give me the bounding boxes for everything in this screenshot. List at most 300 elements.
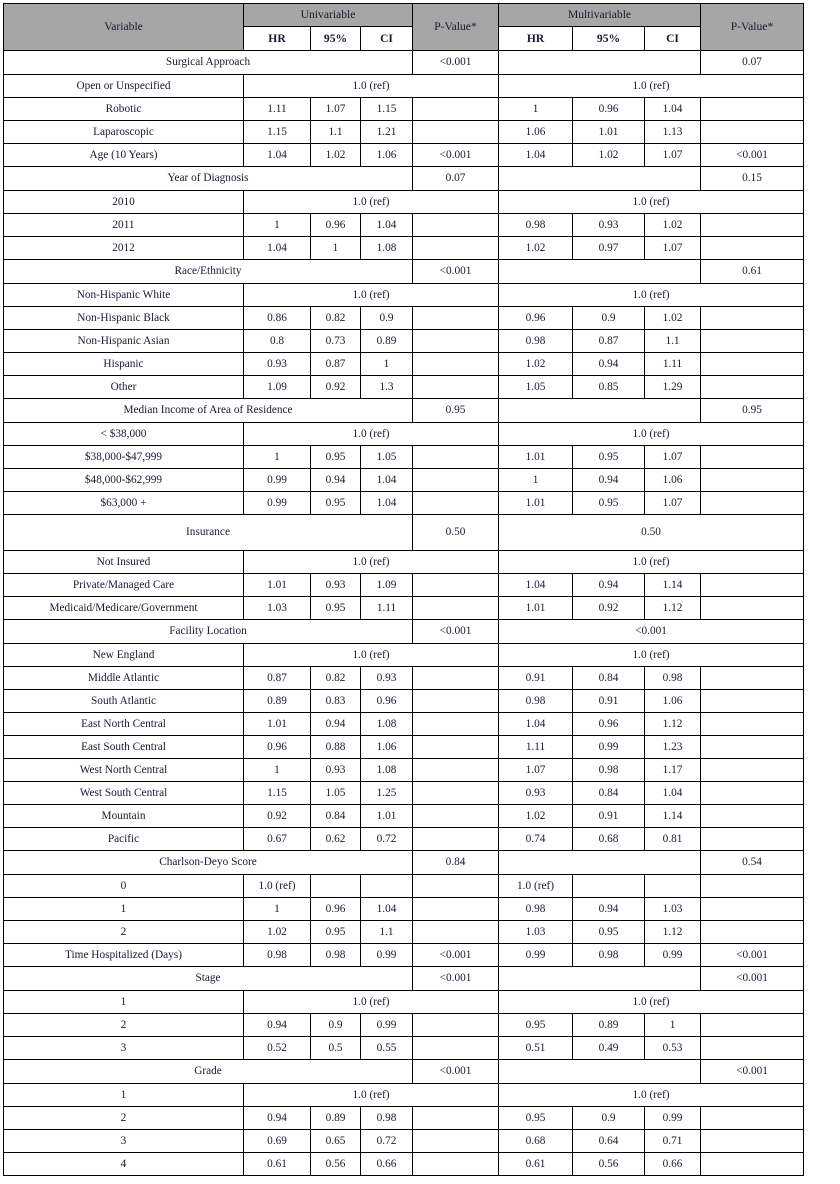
cell-univariable-reference: 1.0 (ref) — [244, 423, 499, 446]
cell-multivariable-ci-low: 0.92 — [573, 597, 645, 620]
cell-univariable-ci-low: 0.83 — [311, 690, 361, 713]
cell-multivariable-ci-low: 0.49 — [573, 1037, 645, 1060]
cell-multivariable-ci-high: 1.04 — [645, 782, 701, 805]
table-row — [4, 237, 804, 260]
cell-multivariable-ci-low-empty — [573, 875, 645, 898]
table-row — [4, 1130, 804, 1153]
cell-multivariable-reference: 1.0 (ref) — [499, 1084, 804, 1107]
cell-univariable-hr: 1.15 — [244, 121, 311, 144]
cell-univariable-ci-low: 0.96 — [311, 898, 361, 921]
cell-pvalue-univariable — [413, 307, 499, 330]
row-label-category: 1 — [4, 898, 244, 921]
table-row — [4, 423, 804, 446]
cell-multivariable-reference: 1.0 (ref) — [499, 191, 804, 214]
subheader-univariable-hr: HR — [244, 27, 311, 51]
cell-pvalue-univariable-empty — [413, 875, 499, 898]
cell-multivariable-ci-low: 0.97 — [573, 237, 645, 260]
cell-pvalue-univariable — [413, 574, 499, 597]
cell-multivariable-hr: 1.05 — [499, 376, 573, 399]
cell-multivariable-ci-high: 1.12 — [645, 921, 701, 944]
cell-multivariable-hr: 1.11 — [499, 736, 573, 759]
subheader-multivariable-hr: HR — [499, 27, 573, 51]
table-row — [4, 921, 804, 944]
cell-pvalue-univariable — [413, 713, 499, 736]
table-row — [4, 515, 804, 551]
cell-pvalue-univariable: <0.001 — [413, 144, 499, 167]
table-row — [4, 759, 804, 782]
row-label-category: 3 — [4, 1130, 244, 1153]
row-label-category: $48,000-$62,999 — [4, 469, 244, 492]
cell-univariable-ci-high: 1.01 — [361, 805, 413, 828]
table-row — [4, 75, 804, 98]
cell-pvalue-multivariable: 0.50 — [499, 515, 804, 551]
row-label-category: 2012 — [4, 237, 244, 260]
cell-pvalue-univariable: <0.001 — [413, 51, 499, 75]
cell-univariable-hr: 1.01 — [244, 713, 311, 736]
cell-univariable-reference: 1.0 (ref) — [244, 1084, 499, 1107]
cell-multivariable-hr: 0.51 — [499, 1037, 573, 1060]
cell-multivariable-ci-low: 0.96 — [573, 713, 645, 736]
cell-multivariable-ci-low: 0.91 — [573, 805, 645, 828]
cell-pvalue-univariable: <0.001 — [413, 1060, 499, 1084]
cell-multivariable-ci-low: 0.96 — [573, 98, 645, 121]
cell-univariable-ci-low: 0.9 — [311, 1014, 361, 1037]
table-row — [4, 260, 804, 284]
cell-multivariable-hr: 1.04 — [499, 713, 573, 736]
table-row — [4, 1060, 804, 1084]
row-label-category: West South Central — [4, 782, 244, 805]
cell-multivariable-hr: 0.68 — [499, 1130, 573, 1153]
cell-univariable-reference: 1.0 (ref) — [244, 991, 499, 1014]
row-label-category: < $38,000 — [4, 423, 244, 446]
cell-pvalue-multivariable: 0.95 — [701, 399, 804, 423]
row-label-category: New England — [4, 644, 244, 667]
cell-multivariable-reference: 1.0 (ref) — [499, 991, 804, 1014]
column-header-univariable: Univariable — [244, 4, 413, 27]
cell-multivariable-hr: 0.95 — [499, 1014, 573, 1037]
table-row — [4, 620, 804, 644]
cell-univariable-reference: 1.0 (ref) — [244, 284, 499, 307]
cell-multivariable-ci-high: 1.07 — [645, 492, 701, 515]
cell-multivariable-hr: 1 — [499, 98, 573, 121]
cell-multivariable-ci-low: 0.95 — [573, 446, 645, 469]
table-row — [4, 191, 804, 214]
table-row — [4, 828, 804, 851]
cell-pvalue-univariable: <0.001 — [413, 620, 499, 644]
cell-multivariable-hr: 1.02 — [499, 353, 573, 376]
cell-multivariable-hr: 0.91 — [499, 667, 573, 690]
cell-multivariable-ci-high: 1 — [645, 1014, 701, 1037]
cell-multivariable-ci-low: 0.91 — [573, 690, 645, 713]
cell-multivariable-ci-low: 0.98 — [573, 759, 645, 782]
cell-pvalue-univariable — [413, 805, 499, 828]
cell-multivariable-ci-high: 1.07 — [645, 237, 701, 260]
cell-pvalue-univariable — [413, 121, 499, 144]
cell-multivariable-ci-low: 0.68 — [573, 828, 645, 851]
cell-univariable-ci-high: 1.3 — [361, 376, 413, 399]
cell-multivariable-ci-high: 0.98 — [645, 667, 701, 690]
cell-multivariable-ci-high: 1.04 — [645, 98, 701, 121]
cell-multivariable-hr: 1.04 — [499, 144, 573, 167]
cell-multivariable-hr: 0.61 — [499, 1153, 573, 1176]
table-row — [4, 330, 804, 353]
cell-multivariable-ci-low: 1.01 — [573, 121, 645, 144]
subheader-univariable-ci-high: CI — [361, 27, 413, 51]
table-row — [4, 353, 804, 376]
row-label-category: Open or Unspecified — [4, 75, 244, 98]
table-row — [4, 121, 804, 144]
row-label-category: Non-Hispanic Black — [4, 307, 244, 330]
cell-univariable-hr: 0.89 — [244, 690, 311, 713]
cell-multivariable-hr: 0.74 — [499, 828, 573, 851]
cell-multivariable-ci-high: 1.1 — [645, 330, 701, 353]
cell-pvalue-multivariable-empty — [701, 875, 804, 898]
cell-multivariable-hr: 1.06 — [499, 121, 573, 144]
cell-multivariable-hr: 0.98 — [499, 690, 573, 713]
cell-univariable-ci-low: 0.88 — [311, 736, 361, 759]
cell-univariable-ci-low: 0.73 — [311, 330, 361, 353]
row-label-category: West North Central — [4, 759, 244, 782]
cell-univariable-ci-high-empty — [361, 875, 413, 898]
cell-multivariable-ci-high-empty — [645, 875, 701, 898]
cell-multivariable-hr: 1 — [499, 469, 573, 492]
cell-multivariable-ci-high: 1.29 — [645, 376, 701, 399]
cell-multivariable-ci-low: 0.94 — [573, 574, 645, 597]
table-row — [4, 469, 804, 492]
cell-pvalue-univariable — [413, 353, 499, 376]
cell-univariable-ci-high: 1.09 — [361, 574, 413, 597]
cell-pvalue-univariable — [413, 667, 499, 690]
cell-univariable-hr: 0.87 — [244, 667, 311, 690]
cell-univariable-hr: 0.92 — [244, 805, 311, 828]
cell-multivariable-hr: 1.04 — [499, 574, 573, 597]
cell-univariable-ci-low: 0.95 — [311, 446, 361, 469]
table-row — [4, 167, 804, 191]
cell-univariable-ci-high: 0.9 — [361, 307, 413, 330]
cell-univariable-ci-low: 0.98 — [311, 944, 361, 967]
cell-multivariable-hr: 0.98 — [499, 898, 573, 921]
cell-pvalue-univariable — [413, 469, 499, 492]
table-row — [4, 1084, 804, 1107]
cell-univariable-reference: 1.0 (ref) — [244, 75, 499, 98]
cell-pvalue-univariable — [413, 1130, 499, 1153]
cell-pvalue-multivariable: 0.54 — [701, 851, 804, 875]
cell-pvalue-multivariable — [701, 713, 804, 736]
cell-multivariable-ci-low: 0.89 — [573, 1014, 645, 1037]
row-label-category: Non-Hispanic Asian — [4, 330, 244, 353]
cell-univariable-ci-low: 0.89 — [311, 1107, 361, 1130]
row-label-category: 2 — [4, 1014, 244, 1037]
cell-univariable-ci-high: 1.21 — [361, 121, 413, 144]
cell-multivariable-hr: 0.99 — [499, 944, 573, 967]
cell-pvalue-univariable — [413, 828, 499, 851]
cell-multivariable-empty — [499, 51, 701, 75]
cell-multivariable-ci-low: 0.95 — [573, 492, 645, 515]
row-label-category: Robotic — [4, 98, 244, 121]
subheader-multivariable-ci-low: 95% — [573, 27, 645, 51]
cell-pvalue-multivariable: <0.001 — [701, 144, 804, 167]
cell-multivariable-hr: 1.01 — [499, 597, 573, 620]
cell-multivariable-reference: 1.0 (ref) — [499, 284, 804, 307]
cell-multivariable-ci-low: 0.84 — [573, 667, 645, 690]
table-row — [4, 991, 804, 1014]
cell-univariable-reference: 1.0 (ref) — [244, 191, 499, 214]
cell-multivariable-ci-low: 0.87 — [573, 330, 645, 353]
cell-multivariable-ci-low: 0.94 — [573, 353, 645, 376]
cell-univariable-ci-low: 0.93 — [311, 759, 361, 782]
cell-univariable-reference: 1.0 (ref) — [244, 644, 499, 667]
row-label-category: East South Central — [4, 736, 244, 759]
cell-univariable-hr: 0.93 — [244, 353, 311, 376]
cell-pvalue-multivariable — [701, 214, 804, 237]
cell-univariable-ci-high: 0.89 — [361, 330, 413, 353]
cell-pvalue-multivariable — [701, 782, 804, 805]
cell-univariable-hr: 1 — [244, 898, 311, 921]
row-label-category: 1 — [4, 991, 244, 1014]
cell-univariable-ci-high: 1.08 — [361, 237, 413, 260]
cell-pvalue-multivariable — [701, 805, 804, 828]
cell-univariable-hr: 1 — [244, 759, 311, 782]
cell-pvalue-univariable — [413, 597, 499, 620]
cell-multivariable-ci-high: 1.02 — [645, 307, 701, 330]
cell-univariable-ci-high: 0.55 — [361, 1037, 413, 1060]
cell-multivariable-ci-low: 0.9 — [573, 1107, 645, 1130]
cell-univariable-ci-low: 0.56 — [311, 1153, 361, 1176]
cell-pvalue-multivariable — [701, 736, 804, 759]
cell-univariable-hr: 1.04 — [244, 144, 311, 167]
cell-pvalue-multivariable — [701, 921, 804, 944]
cell-pvalue-multivariable — [701, 446, 804, 469]
cell-univariable-hr: 1.04 — [244, 237, 311, 260]
cell-multivariable-ci-high: 1.11 — [645, 353, 701, 376]
cell-univariable-hr: 0.99 — [244, 469, 311, 492]
cell-multivariable-ci-high: 1.07 — [645, 144, 701, 167]
cell-pvalue-multivariable — [701, 898, 804, 921]
cell-multivariable-reference: 1.0 (ref) — [499, 551, 804, 574]
cell-pvalue-univariable — [413, 214, 499, 237]
table-head — [4, 4, 804, 51]
cell-multivariable-hr: 0.98 — [499, 214, 573, 237]
row-label-category: 2 — [4, 921, 244, 944]
row-label-group: Stage — [4, 967, 413, 991]
cell-pvalue-multivariable — [701, 98, 804, 121]
table-row — [4, 399, 804, 423]
cell-pvalue-univariable — [413, 898, 499, 921]
cell-univariable-ci-high: 1.06 — [361, 144, 413, 167]
cell-pvalue-univariable — [413, 1014, 499, 1037]
cell-pvalue-univariable — [413, 1153, 499, 1176]
row-label-group: Charlson-Deyo Score — [4, 851, 413, 875]
cell-univariable-ci-high: 0.99 — [361, 1014, 413, 1037]
cell-pvalue-multivariable — [701, 307, 804, 330]
cell-multivariable-empty — [499, 967, 701, 991]
cell-multivariable-hr: 1.02 — [499, 805, 573, 828]
cell-univariable-hr: 1.09 — [244, 376, 311, 399]
cell-pvalue-univariable — [413, 1107, 499, 1130]
cell-pvalue-multivariable — [701, 237, 804, 260]
regression-results-table — [3, 3, 804, 1176]
cell-multivariable-ci-high: 1.13 — [645, 121, 701, 144]
cell-univariable-ci-high: 1.04 — [361, 492, 413, 515]
row-label-group: Grade — [4, 1060, 413, 1084]
cell-pvalue-multivariable — [701, 1037, 804, 1060]
cell-univariable-ci-high: 0.96 — [361, 690, 413, 713]
cell-univariable-hr: 1.01 — [244, 574, 311, 597]
cell-univariable-ci-high: 1.08 — [361, 713, 413, 736]
cell-multivariable-reference: 1.0 (ref) — [499, 75, 804, 98]
cell-pvalue-univariable — [413, 492, 499, 515]
table-row — [4, 98, 804, 121]
cell-multivariable-reference: 1.0 (ref) — [499, 875, 573, 898]
row-label-category: Laparoscopic — [4, 121, 244, 144]
cell-pvalue-multivariable — [701, 330, 804, 353]
table-row — [4, 1037, 804, 1060]
cell-univariable-ci-high: 1.08 — [361, 759, 413, 782]
table-row — [4, 667, 804, 690]
cell-multivariable-ci-low: 0.64 — [573, 1130, 645, 1153]
cell-multivariable-reference: 1.0 (ref) — [499, 644, 804, 667]
cell-univariable-hr: 0.8 — [244, 330, 311, 353]
cell-univariable-ci-low: 1.02 — [311, 144, 361, 167]
cell-univariable-hr: 1.15 — [244, 782, 311, 805]
cell-univariable-ci-high: 1.1 — [361, 921, 413, 944]
cell-pvalue-multivariable: 0.61 — [701, 260, 804, 284]
row-label-category: East North Central — [4, 713, 244, 736]
row-label-category: 2 — [4, 1107, 244, 1130]
cell-pvalue-multivariable — [701, 469, 804, 492]
cell-univariable-ci-low-empty — [311, 875, 361, 898]
cell-pvalue-multivariable — [701, 690, 804, 713]
table-row — [4, 144, 804, 167]
row-label-category: Hispanic — [4, 353, 244, 376]
cell-multivariable-hr: 0.96 — [499, 307, 573, 330]
cell-multivariable-empty — [499, 260, 701, 284]
table-row — [4, 805, 804, 828]
row-label-category: Mountain — [4, 805, 244, 828]
row-label-group: Median Income of Area of Residence — [4, 399, 413, 423]
cell-univariable-ci-low: 0.95 — [311, 492, 361, 515]
table-row — [4, 851, 804, 875]
cell-pvalue-multivariable — [701, 376, 804, 399]
row-label-category: 2010 — [4, 191, 244, 214]
cell-univariable-hr: 0.94 — [244, 1014, 311, 1037]
row-label-group: Surgical Approach — [4, 51, 413, 75]
cell-multivariable-empty — [499, 851, 701, 875]
cell-pvalue-multivariable — [701, 597, 804, 620]
row-label-category: Time Hospitalized (Days) — [4, 944, 244, 967]
row-label-group: Race/Ethnicity — [4, 260, 413, 284]
cell-pvalue-multivariable — [701, 1107, 804, 1130]
cell-univariable-reference: 1.0 (ref) — [244, 875, 311, 898]
row-label-category: Pacific — [4, 828, 244, 851]
table-row — [4, 376, 804, 399]
cell-pvalue-univariable — [413, 921, 499, 944]
row-label-category: Non-Hispanic White — [4, 284, 244, 307]
cell-pvalue-univariable — [413, 330, 499, 353]
cell-pvalue-univariable — [413, 237, 499, 260]
cell-univariable-ci-high: 1.04 — [361, 898, 413, 921]
cell-multivariable-hr: 0.98 — [499, 330, 573, 353]
cell-univariable-ci-low: 0.92 — [311, 376, 361, 399]
cell-univariable-ci-low: 0.95 — [311, 597, 361, 620]
table-row — [4, 713, 804, 736]
cell-univariable-ci-low: 0.62 — [311, 828, 361, 851]
table-row — [4, 690, 804, 713]
cell-pvalue-multivariable: 0.07 — [701, 51, 804, 75]
table-row — [4, 644, 804, 667]
cell-univariable-ci-low: 1.1 — [311, 121, 361, 144]
table-row — [4, 967, 804, 991]
cell-multivariable-ci-low: 0.94 — [573, 469, 645, 492]
cell-univariable-hr: 1.11 — [244, 98, 311, 121]
cell-pvalue-univariable: 0.84 — [413, 851, 499, 875]
cell-univariable-hr: 0.94 — [244, 1107, 311, 1130]
cell-univariable-ci-high: 1.11 — [361, 597, 413, 620]
cell-pvalue-univariable: 0.95 — [413, 399, 499, 423]
row-label-category: Other — [4, 376, 244, 399]
cell-pvalue-multivariable — [701, 1130, 804, 1153]
cell-univariable-hr: 0.67 — [244, 828, 311, 851]
cell-pvalue-univariable — [413, 98, 499, 121]
cell-univariable-ci-high: 1.06 — [361, 736, 413, 759]
cell-univariable-ci-high: 1 — [361, 353, 413, 376]
row-label-category: $63,000 + — [4, 492, 244, 515]
cell-univariable-hr: 0.96 — [244, 736, 311, 759]
cell-univariable-hr: 0.86 — [244, 307, 311, 330]
cell-multivariable-ci-low: 0.98 — [573, 944, 645, 967]
table-row — [4, 875, 804, 898]
cell-pvalue-univariable: <0.001 — [413, 944, 499, 967]
cell-univariable-ci-low: 1.05 — [311, 782, 361, 805]
cell-multivariable-ci-low: 0.94 — [573, 898, 645, 921]
row-label-category: Private/Managed Care — [4, 574, 244, 597]
cell-pvalue-univariable: 0.50 — [413, 515, 499, 551]
column-header-variable: Variable — [4, 4, 244, 51]
cell-multivariable-ci-high: 1.06 — [645, 690, 701, 713]
cell-pvalue-multivariable — [701, 574, 804, 597]
cell-univariable-ci-low: 0.84 — [311, 805, 361, 828]
cell-multivariable-ci-high: 0.99 — [645, 1107, 701, 1130]
row-label-group: Year of Diagnosis — [4, 167, 413, 191]
table-row — [4, 1153, 804, 1176]
cell-multivariable-empty — [499, 399, 701, 423]
cell-multivariable-ci-low: 0.99 — [573, 736, 645, 759]
cell-multivariable-hr: 0.95 — [499, 1107, 573, 1130]
cell-multivariable-ci-high: 1.14 — [645, 805, 701, 828]
cell-multivariable-ci-low: 1.02 — [573, 144, 645, 167]
cell-pvalue-multivariable: <0.001 — [701, 944, 804, 967]
cell-univariable-ci-low: 0.96 — [311, 214, 361, 237]
cell-pvalue-univariable: <0.001 — [413, 967, 499, 991]
cell-pvalue-univariable: <0.001 — [413, 260, 499, 284]
table-row — [4, 446, 804, 469]
subheader-multivariable-ci-high: CI — [645, 27, 701, 51]
cell-multivariable-empty — [499, 1060, 701, 1084]
table-row — [4, 736, 804, 759]
cell-multivariable-ci-low: 0.93 — [573, 214, 645, 237]
cell-multivariable-ci-high: 1.17 — [645, 759, 701, 782]
cell-univariable-ci-low: 0.87 — [311, 353, 361, 376]
cell-multivariable-ci-high: 0.53 — [645, 1037, 701, 1060]
cell-multivariable-ci-high: 1.12 — [645, 713, 701, 736]
cell-univariable-ci-low: 0.5 — [311, 1037, 361, 1060]
row-label-category: 0 — [4, 875, 244, 898]
cell-multivariable-reference: 1.0 (ref) — [499, 423, 804, 446]
cell-pvalue-univariable — [413, 782, 499, 805]
row-label-category: 3 — [4, 1037, 244, 1060]
cell-univariable-hr: 0.69 — [244, 1130, 311, 1153]
cell-multivariable-hr: 1.07 — [499, 759, 573, 782]
